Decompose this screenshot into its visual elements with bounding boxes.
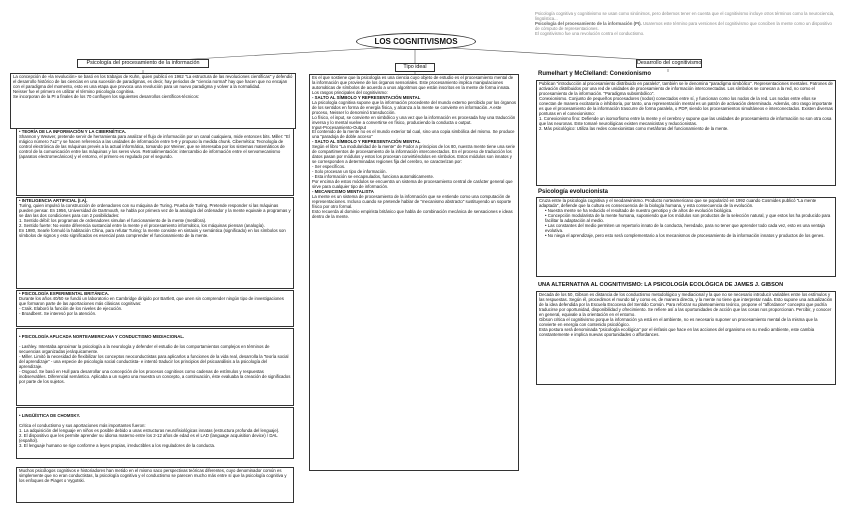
center-s2b: - Solo procesan un tipo de información.: [312, 169, 387, 175]
center-s2p: Según el libro "La modularidad de la mente" de Fodor a principios de los 80, nuestra mente tiene una serie de compartimentos de procesamiento de la información interconectados. En el proceso de traducción los datos pasan por módulos y estos los procesan convirtiéndolos en símbolos. Estos módulos son innatos y se corresponden a determinadas regiones fija del cerebro, se caracterizan por:: [312, 144, 515, 165]
section-text: - Lashley. Intentaba aproximar la psicología a la neurología y defender el estudio de los comportamientos complejos en términos de secuencias organizadas jerárquicamente. - Miller. Limitó la necesidad de flexibilizar los conceptos neoconductistas para aplicarlos a funciones de la vida real, desarrolla la "teoría social del aprendizaje" - una especie de psicología social conductista- e intentó traducir los principios del psicoanálisis a la psicología del aprendizaje. - Osgood. Se basó en Hull para desarrollar una concepción de los procesos cognitivos como cadenas de estímulos y respuestas inobservables. Diferencial semántico. Aplicaba a un sujeto una muestra un concepto, a continuación, éste evaluaba la creación de significados por parte de los sujetos.: [19, 343, 291, 384]
section-title: • INTELIGENCIA ARTIFICIAL (I.A).: [19, 198, 88, 203]
center-s2a: - Ser específicos.: [312, 164, 346, 170]
top-note-line2-bold: Psicología del procesamiento de la información (PI).: [535, 21, 642, 26]
top-note-line1: Psicología cognitiva y cognitivismo se usan como sinónimos, pero debemos tener en cuenta que el cognitivismo incluye otros términos como la neurociencia, lingüística...: [535, 11, 835, 21]
center-s2: - SALTO AL SÍMBOLO Y REPRESENTACIÓN MENTAL: [312, 139, 421, 145]
left-bottom-box: [16, 467, 294, 503]
section-text-b: 2. Sentido fuerte: No existe diferencia sustancial entre la mente y el procesamiento informático, los máquinas piensan (analogía).: [19, 222, 265, 228]
connectionism-p2a: 1. Conexionismo fino: Defiende un isomorfismo entre la mente y el cerebro y supone que las unidades de procesamiento de información no son otra cosa que las neuronas. Este tomaré neurológicas existen mecanicistas y reduccionistas.: [539, 115, 832, 126]
left-intro-box: [10, 73, 296, 129]
top-note-line3: El cognitivismo fue una revolución contra el conductismo.: [535, 31, 645, 36]
evolutionary-bullet: • Las constantes del medio permiten un repertorio innato de la conducta, heredado, para no tener que aprender todo cada vez, esto es una ventaja evolutiva.: [545, 222, 825, 233]
center-s3p: La mente es un sistema de procesamiento de la información que se entiende como una computación de representaciones. Incluso cuando se pretende hablar de "mecanismo abstracto" sustituyendo un soporte físico por otro formal.: [312, 193, 512, 209]
center-p2: Los rasgos principales del cognitivismo:: [312, 89, 388, 95]
evolutionary-box: [536, 197, 836, 277]
center-s1q: Lo físico, el input, se convierte en simbólico y una vez que la información es procesada hay una traducción inversa y lo mental vuelve a convertirse en físico, produciendo la conducta o output.: [312, 114, 516, 125]
evolutionary-bullet: • No niega el aprendizaje, pero esto será complementario a los mecanismos de procesamiento de la información innatos y productos de los genes.: [545, 232, 825, 238]
section-chomsky: [16, 407, 294, 459]
evolutionary-bullet: • Concepción modularista de la mente humana, suponiendo que los módulos son productos de la selección natural, y que estos los ha producido para facilitar la adaptación al medio.: [545, 212, 831, 223]
section-artificial-intelligence: [16, 197, 294, 289]
section-applied-psychology: [16, 328, 294, 406]
center-s3: - MECANICISMO MENTALISTA: [312, 188, 374, 194]
section-title: • PSICOLOGÍA EXPERIMENTAL BRITÁNICA.: [19, 291, 109, 296]
section-text: Critica el conductismo y sus aportaciones más importantes fueron: 1. La adquisición del lenguaje en niños es posible debido a unas estructuras neurofisiológicas innatas (estructura profunda del lenguaje). 2. El dispositivo que les permite aprender su idioma materno entre los 2-12 años de edad es el LAD (language acquisition device) / DAL (español). 3. El lenguaje humano se rige conforme a leyes propias, irreductibles a los reguladores de la conducta.: [19, 422, 280, 448]
left-intro: La concepción de «la revolución» se basó en los trabajos de Kuhn, quien publicó en 1962 "La estructura de las revoluciones científicas" y defendió el desarrollo histórico de las ciencias en una sucesión de paradigmas, es decir, hay periodos de "ciencia normal" hay que hacen que no encajan con el paradigma del momento, esto es una etapa que provoca una revolución para un nuevo paradigma y volver a la normalidad.: [13, 74, 293, 89]
section-text-a: - Craik. Elaboró la función de los niveles de ejecución.: [19, 305, 123, 311]
connectionism-p1: Publican "introducción al procesamiento distribuido en paralelo", también se le denomina "paradigma simbólico". Representaciones mentales. Patrones de activación distribuidos por una red de unidades de procesamiento de información interconectadas. Los símbolos se conecan a la red, no como el procesamiento de la información. "Paradigma subsimbólico".: [539, 81, 833, 96]
gibson-p4: Decada de los 50, Gibson es distancia de los conductismo metodológico y mediacional y la que no se necesario introducir variables entre los estímulos y las respuestas. Según él, procedimos el mundo tal y como es, de manera directa, y la mente no tiene que interpretar nada. Esto supone una actualización de la idea defendida por la Escuela Escocesa del Sentido Común. Para reforzar su planteamiento teórico, propone el "affordance" concepto que podría traducirse por oportunidad, disponibilidad y ofrecimiento. Se refiere así a las oportunidades de acción que las cosas nos proporcionan. Percibir, y conocer en general, equivale a la orientación en el entorno.: [539, 292, 833, 317]
top-note-line2: Usaremos este término para versiones del cognitivismo que conciben la mente como un dispositivo de cómputo de representaciones.: [535, 21, 832, 31]
heading-evolutionary: Psicología evolucionista: [538, 189, 609, 195]
section-text-b: - Broadbent. Se interesó por la atención.: [19, 310, 97, 316]
center-p1: Es el que sostiene que la psicología es una ciencia cuyo objeto de estudio es el procesamiento mental de la información que proviene de los órganos sensoriales. Este procesamiento implica manipulaciones automáticas de símbolos de acuerdo a unos algoritmos que están inscritos en la mente de forma innata.: [312, 75, 514, 90]
gibson-box: [536, 291, 836, 385]
center-s1p: La psicología cognitiva supone que la información procedente del mundo externo percibido por los órganos de los sentidos en forma de energía física, y alcanza a la mente se convierte en información. A este proceso, Neisser lo denominó transducción.: [312, 99, 516, 115]
center-s1s: El contenido de la mente no es el mundo exterior tal cual, sino una copia simbólica del mismo. Se produce una "paradoja de doble acceso": [312, 129, 515, 140]
connectionism-p2b: 2. Más psicológico: Utiliza las redes conexionistas como metáforas del funcionamiento de la mente.: [539, 125, 729, 131]
section-information-theory: [16, 128, 294, 196]
section-text: Turing, quien impulsó la construcción de ordenadores con su máquina de Turing. Prueba de Turing. Pretende responder si las máquinas pueden pensar. En 1956, Universidad de Dartmouth, se habla por primera vez de la analogía del ordenador y la mente equivale a programas y se dan las dos condiciones para con 2 posibilidades:: [19, 202, 291, 218]
center-s2d: Por encima de estos módulos se encuentra un sistema de procesamiento central de carácter general que sirve para cualquier tipo de información.: [312, 179, 513, 189]
section-text-a: 1. Sentido débil: los programas de ordenadores simulan el funcionamiento de la mente (metáfora).: [19, 217, 207, 223]
heading-connectionism: Rumelhart y McClelland: Conexionismo: [538, 71, 652, 77]
center-s1r: Input-Procesamiento-Output: [312, 124, 366, 130]
heading-gibson: UNA ALTERNATIVA AL COGNITIVISMO: LA PSICOLOGÍA ECOLÓGICA DE JAMES J. GIBSON: [538, 282, 784, 288]
section-text-c: En 1980, Searle formuló la habitación China, para refutar Turing: la mente consiste en sintaxis y semántica (significado) en los símbolos son símbolos de signos y esto significados es esencial para comprender el funcionamiento de la mente.: [19, 227, 286, 238]
gibson-p6: Esta postura será denominada "psicología ecológica" por el énfasis que hace en las acciones del organismo en su medio ambiente, este cambia constantemente e implica nuevas oportunidades o affordances.: [539, 326, 815, 337]
evolutionary-bullet: • Nuestra mente se ha reducido el resultado de nuestro genotipo y de años de evolución biológica.: [545, 207, 733, 213]
left-intro2: Neisser fue el primero en utilizar el término psicología cognitiva.: [13, 88, 135, 94]
section-text: Shannon y Weaver, pretende servir de herramienta para analizar el flujo de información por un canal cualquiera, mide entonces bits. Miller: "El mágico número 7±2" y se hacen referencia a las unidades de información entre 5-9 y propuso la medida chunk. Cibernética: Tecnología de control electrónica de las máquinas prevés a la actual informática, tomando por Weiner, que se interesaba por los sistemas matemáticos de control de la comunicación entre las máquinas y los seres vivos. Retroalimentación: intercambio de información entre el servomecanismo (aparatos electromecánicos) y el entorno, el primero es regulado por el segundo.: [19, 133, 290, 159]
branch-left: Psicología del procesamiento de la información: [77, 59, 209, 68]
section-text: Durante los años 40/50 se fundó un laboratorio en Cambridge dirigido por Bartlett, que unen sin comprender ningún tipo de investigaciones que formaron parte de las aportaciones más clásicas cognitivas:: [19, 295, 284, 306]
section-title: • PSICOLOGÍA APLICADA NORTEAMERICANA Y CONDUCTISMO MEDIACIONAL.: [19, 333, 185, 339]
center-s1: - SALTO AL SÍMBOLO Y REPRESENTACIÓN MENTAL: [312, 94, 421, 100]
evolutionary-p3: Cruza entre la psicología cognitiva y el neodarwinismo. Producto norteamericano que se popularizó en 1992 cuando Cosmides publicó "La mente adaptada", defiende que la cultura es consecuencia de la biología humana, y esta consecuencia de la evolución.: [539, 198, 817, 208]
center-s3q: Esto recuerda al dominio empirista británico que habla de combinación mecánica de sensaciones e ideas dentro de la mente.: [312, 208, 513, 219]
connectionism-p2: Conexionismo. Conjunto de pequeños procesadores (nodos) conectados entre sí, y funcionan como los nodos de la red. Los nodos entre ellos se conectan de manera excitatoria o inhibitoria, por tanto, una representación mental es un patrón de activación determinado. Además, otro rasgo importante es que el procesamiento de la información trascurre de forma paralela, o PDP, siendo los procesamientos simultáneos e interconectados. Existen diversas ponturas en el conexionismo:: [539, 95, 833, 116]
section-british-psychology: [16, 290, 294, 327]
left-intro3: Se incorporan de la PI a finales de los 70 confluyen los siguientes desarrollos científicos-técnicos:: [13, 93, 200, 99]
center-box: [309, 74, 519, 471]
gibson-p5: Gibson critica el cognitivismo porque la información ya está en el ambiente, no es necesario suponer un procesamiento mental de la misma que la convierte en energía con contenido psicológico.: [539, 316, 818, 327]
branch-center: Tipo ideal: [395, 63, 435, 72]
connectionism-box: [536, 80, 836, 186]
section-title: • LINGÜÍSTICA DE CHOMSKY.: [19, 412, 81, 418]
top-note: [535, 11, 835, 36]
section-title: • TEORÍA DE LA INFORMACIÓN Y LA CIBERNÉTICA.: [19, 129, 127, 134]
center-s2c: - Esta información se encapsulados, funciona automáticamente.: [312, 174, 435, 180]
branch-right: Desarrollo del cognitivismo: [637, 60, 702, 66]
map-title: LOS COGNITIVISMOS: [356, 33, 476, 50]
left-bottom-text: Muchos psicólogos cognitivos e historiadores han metido en el mismo saco perspectivas teóricas diferentes, cuyo denominador común es simplemente que no eran conductistas, la psicología cognitiva y el conductismo se parecen mucho más entre sí que la psicología cognitiva y los enfoques de Piaget o Vygotski.: [19, 468, 287, 483]
